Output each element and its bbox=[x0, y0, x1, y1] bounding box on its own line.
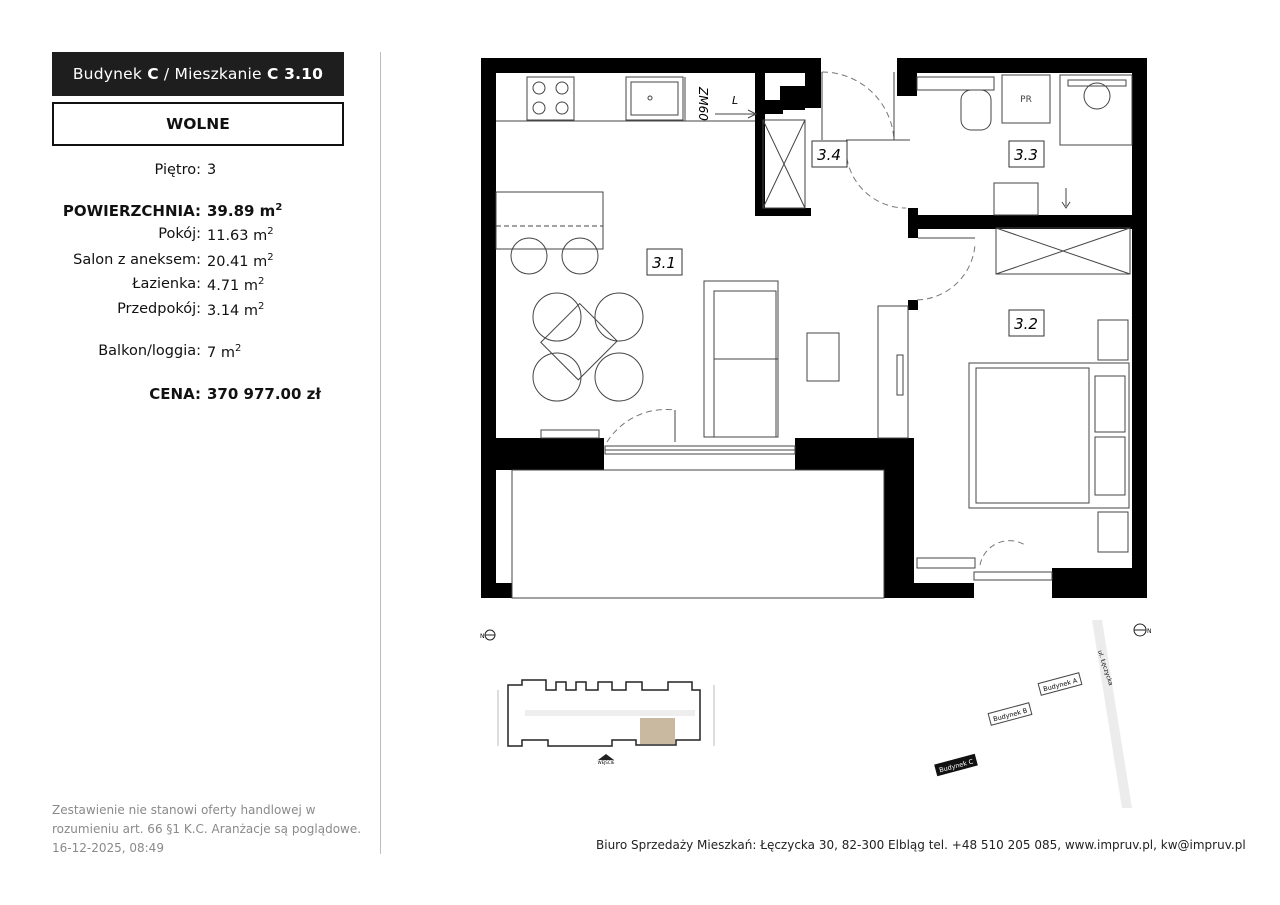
laundry-label: L bbox=[732, 94, 739, 107]
north-left-icon bbox=[480, 630, 495, 640]
north-right-icon bbox=[1134, 624, 1152, 636]
balcony-area-row: Balkon/loggia: 7 $m^2$ bbox=[98, 343, 242, 361]
svg-text:N: N bbox=[1147, 628, 1152, 635]
apartment-label: Mieszkanie bbox=[174, 65, 262, 83]
fridge-label: ZM60 bbox=[696, 87, 710, 121]
bathroom-area-row: Łazienka: 4.71 $m^2$ bbox=[132, 276, 265, 294]
disclaimer: Zestawienie nie stanowi oferty handlowej w rozumieniu art. 66 §1 K.C. Aranżacje są poglądowe. 16-12-2025, 08:49 bbox=[52, 803, 362, 855]
door-leaves bbox=[675, 72, 975, 442]
washer-label: PR bbox=[1020, 95, 1032, 105]
building-label: Budynek bbox=[72, 65, 143, 83]
room-label-3-3: 3.3 bbox=[1014, 146, 1038, 164]
svg-text:Budynek A: Budynek A bbox=[1042, 676, 1079, 694]
total-area-row: POWIERZCHNIA: 39.89 $m^2$ bbox=[62, 202, 283, 220]
room-area-row: Pokój: 11.63 $m^2$ bbox=[158, 226, 274, 244]
sales-office-footer: Biuro Sprzedaży Mieszkań: Łęczycka 30, 82-300 Elbląg tel. +48 510 205 085, www.impruv.pl, kw@impruv.pl bbox=[596, 838, 1246, 852]
room-label-3-4: 3.4 bbox=[817, 146, 841, 164]
svg-text:Budynek C: Budynek C bbox=[938, 757, 975, 775]
entrance-label: WEJŚCIE bbox=[597, 760, 615, 765]
title-separator: / bbox=[163, 65, 170, 83]
living-area-row: Salon z aneksem: 20.41 $m^2$ bbox=[73, 252, 274, 270]
room-label-3-2: 3.2 bbox=[1014, 315, 1038, 333]
availability-status: WOLNE bbox=[52, 102, 344, 146]
room-tags bbox=[647, 141, 1044, 336]
svg-text:Budynek B: Budynek B bbox=[992, 706, 1029, 724]
hallway-area-row: Przedpokój: 3.14 $m^2$ bbox=[117, 301, 265, 319]
svg-text:N: N bbox=[480, 633, 485, 640]
key-plan-details bbox=[498, 685, 714, 765]
apartment-code: C 3.10 bbox=[266, 65, 324, 83]
price-row: CENA: 370 977.00 zł bbox=[149, 385, 321, 403]
street-label: ul. Łęczycka bbox=[1096, 649, 1115, 687]
building-code: C bbox=[147, 65, 159, 83]
building-a-marker bbox=[1038, 673, 1082, 695]
building-b-marker bbox=[988, 703, 1032, 725]
walls bbox=[481, 58, 1147, 598]
floor-row: Piętro: 3 bbox=[154, 162, 217, 178]
room-label-3-1: 3.1 bbox=[652, 254, 676, 272]
site-plan bbox=[934, 620, 1132, 808]
building-c-marker bbox=[934, 754, 978, 776]
